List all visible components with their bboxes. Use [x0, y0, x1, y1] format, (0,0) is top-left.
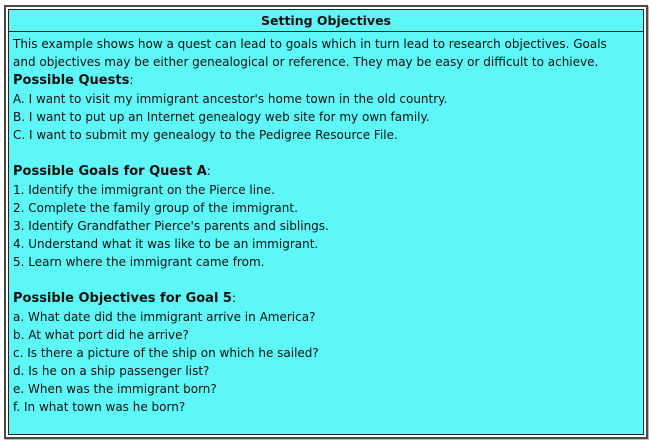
objectives-heading-row	[13, 289, 637, 308]
objective-item: f. In what town was he born?	[13, 400, 186, 414]
objective-item: e. When was the immigrant born?	[13, 382, 217, 396]
goals-heading-colon: :	[206, 164, 211, 178]
objective-item: a. What date did the immigrant arrive in America?	[13, 310, 316, 324]
goal-item: 4. Understand what it was like to be an immigrant.	[13, 237, 319, 251]
objectives-heading: Possible Objectives for Goal 5	[13, 291, 232, 306]
goals-heading-row	[13, 162, 637, 181]
quest-item: C. I want to submit my genealogy to the Pedigree Resource File.	[13, 128, 398, 142]
goal-item: 3. Identify Grandfather Pierce's parents and siblings.	[13, 219, 329, 233]
quests-heading: Possible Quests	[13, 73, 130, 88]
objective-item: b. At what port did he arrive?	[13, 328, 189, 342]
goal-item: 1. Identify the immigrant on the Pierce line.	[13, 183, 275, 197]
goal-item: 5. Learn where the immigrant came from.	[13, 255, 265, 269]
objective-item: d. Is he on a ship passenger list?	[13, 364, 210, 378]
quests-heading-row	[13, 71, 637, 90]
objectives-panel	[4, 5, 648, 439]
objective-item: c. Is there a picture of the ship on which he sailed?	[13, 346, 319, 360]
section-spacer	[13, 144, 637, 162]
panel-title: Setting Objectives	[9, 10, 643, 32]
quests-heading-colon: :	[129, 73, 134, 87]
intro-line-1: This example shows how a quest can lead to goals which in turn lead to research objectives. Goals	[13, 37, 607, 51]
panel-body	[8, 9, 644, 435]
goals-heading: Possible Goals for Quest A	[13, 164, 207, 179]
goal-item: 2. Complete the family group of the immigrant.	[13, 201, 298, 215]
panel-content	[9, 32, 643, 416]
objectives-heading-colon: :	[231, 291, 237, 305]
quest-item: A. I want to visit my immigrant ancestor's home town in the old country.	[13, 92, 448, 106]
intro-line-2: and objectives may be either genealogical or reference. They may be easy or difficult to achieve.	[13, 55, 599, 69]
section-spacer	[13, 271, 637, 289]
quest-item: B. I want to put up an Internet genealogy web site for my own family.	[13, 110, 430, 124]
